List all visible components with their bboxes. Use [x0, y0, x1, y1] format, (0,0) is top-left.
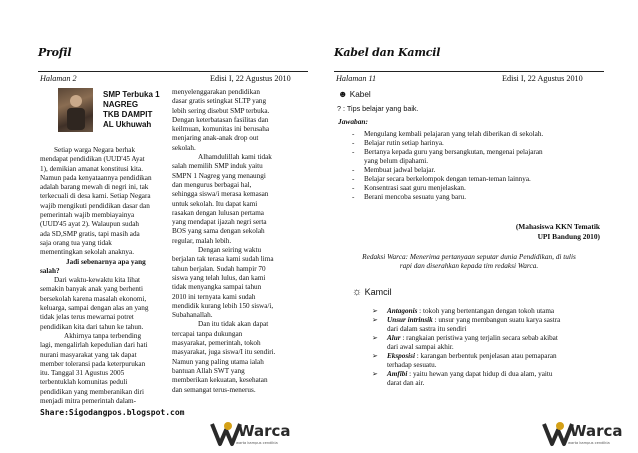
paragraph-line: saja orang tua yang tidak: [40, 238, 112, 247]
paragraph-line: Akhirnya tanpa terbending: [64, 331, 142, 340]
kamcil-item: ➢ Eksposisi : karangan berbentuk penjelasan atau pemaparan terhadap sesuatu.: [372, 352, 557, 369]
paragraph-line: tercapai tanpa dukungan: [172, 329, 243, 338]
kamcil-heading: [352, 286, 392, 298]
paragraph-line: SMPN 1 Nagreg yang menaungi: [172, 171, 266, 180]
paragraph-line: memberikan kekuatan, kesehatan: [172, 376, 268, 385]
kamcil-item: ➢ Alur : rangkaian peristiwa yang terjalin secara sebab akibat dari awal sampai akhir.: [372, 334, 558, 351]
school-photo: [58, 88, 93, 132]
paragraph-line: masyarakat, juga siswa/I itu sendiri.: [172, 348, 276, 357]
school-line-4: AL Ukhuwah: [103, 120, 152, 129]
paragraph-line: salah memilih SMP induk yaitu: [172, 162, 263, 171]
paragraph-line: Subahanallah.: [172, 311, 213, 320]
paragraph-line: keilmuan, komunitas ini berusaha: [172, 125, 270, 134]
paragraph-line: 2010 ini ternyata kami sudah: [172, 292, 256, 301]
paragraph-line: regular, malah lebih.: [172, 236, 232, 245]
left-page-number: Halaman 2: [40, 74, 77, 83]
kamcil-list: [372, 307, 604, 388]
tip-item: - Berani mencoba sesuatu yang baru.: [352, 193, 466, 201]
paragraph-line: menjaring anak-anak drop out: [172, 134, 259, 143]
paragraph-line: menjadi mitra pemerintah dalam-: [40, 397, 136, 406]
paragraph-line: tahun berjalan. Sudah hampir 70: [172, 264, 266, 273]
paragraph-line: Alhamdulillah kami tidak: [198, 153, 272, 162]
paragraph-line: member toleransi pada keterpurukan: [40, 359, 146, 368]
warca-logo-sub: warta kampus cendikia: [568, 441, 610, 445]
paragraph-line: pendidikan kita dari tahun ke tahun.: [40, 322, 144, 331]
share-link[interactable]: Share:Sigodangpos.blogspot.com: [40, 408, 185, 417]
paragraph-line: tidak menyangka sampai tahun: [172, 283, 262, 292]
arrow-bullet-icon: ➢: [372, 316, 378, 324]
paragraph-line: Namun pada kenyataannya pendidikan: [40, 173, 152, 182]
paragraph-line: mendidik kurang lebih 150 siswa/i,: [172, 301, 274, 310]
paragraph-line: Dari waktu-kewaktu kita lihat: [54, 276, 141, 285]
right-page-number: Halaman 11: [336, 74, 377, 83]
paragraph-line: lagi, mengalirlah kepedulian dari hati: [40, 341, 148, 350]
paragraph-line: Setiap warga Negara berhak: [54, 146, 136, 154]
redaksi-line-1: Redaksi Warca: Menerima pertanyaan seputar dunia Pendidikan, di tulis: [362, 252, 576, 261]
paragraph-line: untuk sekolah. Itu dapat kami: [172, 199, 258, 208]
paragraph-line: menyelenggarakan pendidikan: [172, 88, 261, 96]
paragraph-line: mementingkan sekolah anaknya.: [40, 248, 135, 257]
paragraph-line: mendapat pendidikan (UUD'45 Ayat: [40, 155, 145, 164]
photo-figure-icon: [58, 88, 93, 132]
paragraph-line: nurani masyarakat yang tak dapat: [40, 350, 137, 359]
paragraph-line: keluarga, sampai dengan alas an yang: [40, 304, 149, 313]
paragraph-line: rasakan dengan lulusan pertama: [172, 208, 265, 217]
kabel-heading: [338, 89, 371, 99]
left-edition: Edisi I, 22 Agustus 2010: [210, 74, 291, 83]
paragraph-line: dan semangat terus-menerus.: [172, 385, 256, 394]
redaksi-line-2: rapi dan diserahkan kepada tim redaksi Warca.: [399, 261, 539, 271]
paragraph-line: sehingga siswa/i merasa kemasan: [172, 190, 269, 199]
paragraph-line: adalah barang mewah di negri ini, tak: [40, 183, 149, 192]
warca-logo-left: [208, 418, 291, 448]
credit-line-1: (Mahasiswa KKN Tematik: [515, 222, 600, 231]
left-section-title: Profil: [38, 46, 72, 59]
school-line-3: TKB DAMPIT: [103, 110, 153, 119]
warca-logo-right: [540, 418, 623, 448]
paragraph-line: bantuan Allah SWT yang: [172, 366, 245, 375]
warca-logo-text: Warca: [570, 422, 623, 440]
kabel-heading-label: Kabel: [349, 90, 371, 99]
kabel-question: ? : Tips belajar yang baik.: [337, 104, 419, 113]
left-header-rule: [38, 71, 308, 72]
paragraph-line: Dengan seiring waktu: [198, 246, 262, 255]
right-header-rule: [334, 71, 604, 72]
paragraph-line: siswa yang telah lulus, dan kami: [172, 273, 266, 282]
paragraph-line: 1), demikian amanat konstitusi kita.: [40, 164, 144, 173]
paragraph-line: wajib mengikuti pendidikan dasar dan: [40, 201, 150, 210]
tips-list: [346, 130, 596, 202]
paragraph-line: tidak jelas terus mewarnai potret: [40, 313, 134, 322]
arrow-bullet-icon: ➢: [372, 334, 378, 342]
arrow-bullet-icon: ➢: [372, 307, 378, 315]
school-line-2: NAGREG: [103, 100, 139, 109]
paragraph-line: bersekolah karena masalah ekonomi,: [40, 294, 147, 303]
right-section-title: Kabel dan Kamcil: [334, 46, 441, 59]
paragraph-line: Dengan keterbatasan fasilitas dan: [172, 115, 269, 124]
right-edition: Edisi I, 22 Agustus 2010: [502, 74, 583, 83]
paragraph-line: itu. Tanggal 31 Agustus 2005: [40, 369, 125, 378]
credit-block: [480, 222, 600, 242]
paragraph-line: terbentuklah komunitas peduli: [40, 378, 128, 387]
paragraph-line: dan mengurus berbagai hal,: [172, 180, 252, 189]
tip-item: - Belajar rutin setiap harinya.: [352, 139, 444, 147]
tip-item-cont: yang belum dipahami.: [364, 157, 429, 165]
paragraph-line: terkecuali di desa kami. Setiap Negara: [40, 192, 151, 201]
school-name-block: [103, 90, 160, 130]
warca-logo-sub: warta kampus cendikia: [236, 441, 278, 445]
paragraph-line: ada SD,SMP gratis, tapi masih ada: [40, 229, 140, 238]
paragraph-line: yang mendapat ijazah negri serta: [172, 218, 267, 227]
arrow-bullet-icon: ➢: [372, 352, 378, 360]
profile-column-1: [40, 146, 172, 406]
redaksi-note: [334, 252, 604, 271]
question-heading: Jadi sebenarnya apa yang: [66, 257, 146, 266]
question-heading-cont: salah?: [40, 266, 60, 275]
paragraph-line: lebih sering disebut SMP terbuka.: [172, 106, 270, 115]
profile-column-2: [172, 88, 306, 395]
kamcil-item: ➢ Unsur intrinsik : unsur yang membangun suatu karya sastra dari dalam sastra itu sendiri: [372, 316, 561, 333]
school-line-1: SMP Terbuka 1: [103, 90, 160, 99]
tip-item: - Konsentrasi saat guru menjelaskan.: [352, 184, 466, 192]
paragraph-line: sekolah.: [172, 143, 196, 152]
paragraph-line: pendidikan yang memberanikan diri: [40, 387, 144, 396]
paragraph-line: masyarakat, pemerintah, tokoh: [172, 339, 261, 348]
credit-line-2: UPI Bandung 2010): [537, 232, 600, 241]
jawaban-label: Jawaban:: [338, 117, 368, 126]
paragraph-line: BOS yang sama dengan sekolah: [172, 227, 265, 236]
arrow-bullet-icon: ➢: [372, 370, 378, 378]
tip-item: - Belajar secara berkelompok dengan teman-teman lainnya.: [352, 175, 531, 183]
kamcil-heading-label: Kamcil: [364, 287, 392, 297]
paragraph-line: Namun yang paling utama ialah: [172, 357, 264, 366]
paragraph-line: semakin banyak anak yang berhenti: [40, 285, 143, 294]
kamcil-item: ➢ Amfibi : yaitu hewan yang dapat hidup di dua alam, yaitu darat dan air.: [372, 370, 553, 387]
tip-item: - Bertanya kepada guru yang bersangkutan, mengenai pelajaran: [352, 148, 543, 156]
tip-item: - Mengulang kembali pelajaran yang telah diberikan di sekolah.: [352, 130, 544, 138]
sun-icon: ☼: [352, 286, 363, 298]
warca-logo-text: Warca: [238, 422, 291, 440]
smiley-icon: ☻: [338, 89, 348, 99]
kamcil-item: ➢ Antagonis : tokoh yang bertentangan dengan tokoh utama: [372, 307, 555, 315]
paragraph-line: pemerintah wajib membiayainya: [40, 211, 135, 220]
paragraph-line: berjalan tak terasa kami sudah lima: [172, 255, 274, 264]
paragraph-line: (UUD'45 ayat 2). Walaupun sudah: [40, 220, 139, 229]
tip-item: - Membuat jadwal belajar.: [352, 166, 436, 174]
paragraph-line: dasar gratis setingkat SLTP yang: [172, 97, 267, 106]
paragraph-line: Dan itu tidak akan dapat: [198, 320, 269, 329]
